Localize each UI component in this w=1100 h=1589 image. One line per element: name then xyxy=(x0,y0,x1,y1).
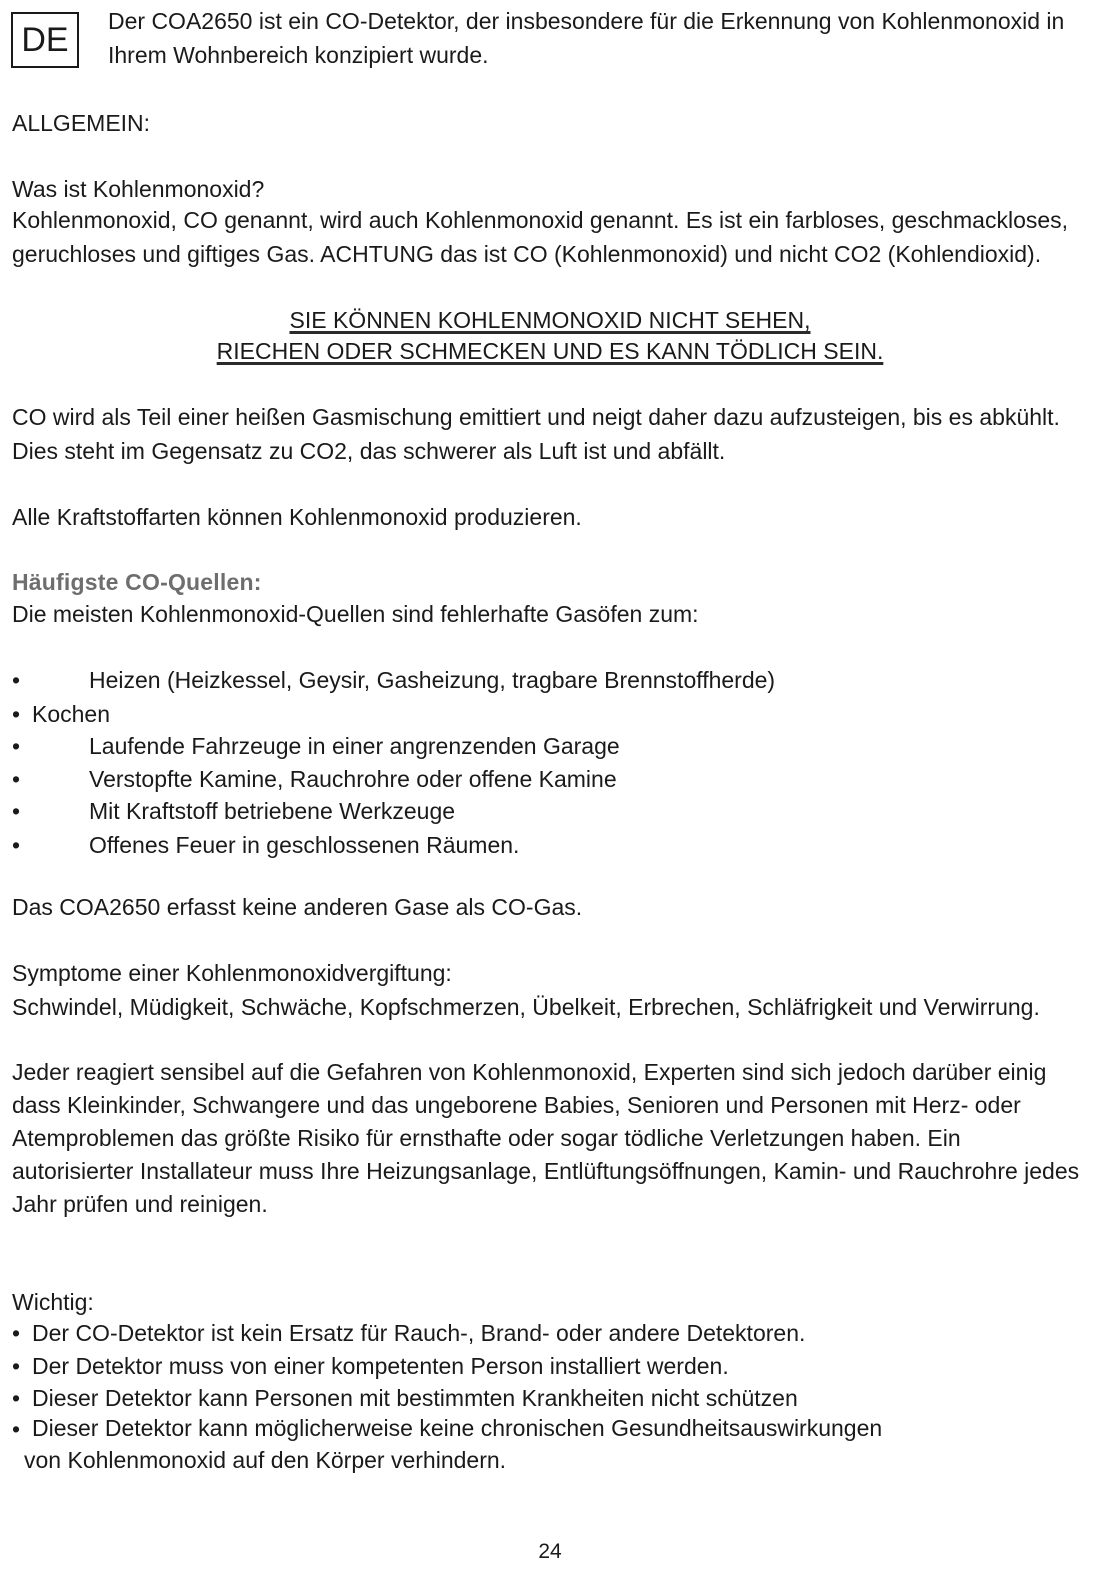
sources-intro: Die meisten Kohlenmonoxid-Quellen sind fehlerhafte Gasöfen zum: xyxy=(12,601,699,627)
bullet-glyph: • xyxy=(12,1320,21,1346)
list-item: Offenes Feuer in geschlossenen Räumen. xyxy=(89,832,520,858)
warning-line-2: RIECHEN ODER SCHMECKEN UND ES KANN TÖDLICH SEIN. xyxy=(216,338,884,364)
risk-groups-paragraph: Jeder reagiert sensibel auf die Gefahren von Kohlenmonoxid, Experten sind sich jedoch darüber einig dass Kleinkinder, Schwangere und das ungeborene Babies, Senioren und Personen mit Herz- oder Atemproblemen das größte Risiko für ernsthafte oder sogar tödliche Verletzungen haben. Ein autorisierter Installateur muss Ihre Heizungsanlage, Entlüftungsöffnungen, Kamin- und Rauchrohre jedes Jahr prüfen und reinigen. xyxy=(12,1059,1080,1217)
language-badge: DE xyxy=(11,12,79,68)
co-rises-paragraph: CO wird als Teil einer heißen Gasmischung emittiert und neigt daher dazu aufzusteigen, bis es abkühlt. Dies steht im Gegensatz zu CO2, das schwerer als Luft ist und abfällt. xyxy=(12,404,1060,464)
general-heading: ALLGEMEIN: xyxy=(12,110,151,136)
bullet-glyph: • xyxy=(12,701,21,727)
list-item: Dieser Detektor kann möglicherweise keine chronischen Gesundheitsauswirkungen von Kohlenmonoxid auf den Körper verhindern. xyxy=(24,1415,883,1473)
all-fuels-paragraph: Alle Kraftstoffarten können Kohlenmonoxid produzieren. xyxy=(12,504,582,530)
what-is-answer: Kohlenmonoxid, CO genannt, wird auch Kohlenmonoxid genannt. Es ist ein farbloses, geschmackloses, geruchloses und giftiges Gas. ACHTUNG das ist CO (Kohlenmonoxid) und nicht CO2 (Kohlendioxid). xyxy=(12,207,1069,267)
bullet-glyph: • xyxy=(12,733,21,759)
what-is-question: Was ist Kohlenmonoxid? xyxy=(12,176,265,202)
page-number: 24 xyxy=(538,1540,562,1563)
bullet-glyph: • xyxy=(12,1385,21,1411)
bullet-glyph: • xyxy=(12,798,21,824)
intro-paragraph: Der COA2650 ist ein CO-Detektor, der insbesondere für die Erkennung von Kohlenmonoxid in Ihrem Wohnbereich konzipiert wurde. xyxy=(108,8,1065,68)
bullet-glyph: • xyxy=(12,766,21,792)
symptoms-text: Schwindel, Müdigkeit, Schwäche, Kopfschmerzen, Übelkeit, Erbrechen, Schläfrigkeit und Verwirrung. xyxy=(12,994,1040,1020)
no-other-gases: Das COA2650 erfasst keine anderen Gase als CO-Gas. xyxy=(12,894,583,920)
bullet-glyph: • xyxy=(12,667,21,693)
symptoms-heading: Symptome einer Kohlenmonoxidvergiftung: xyxy=(12,960,452,986)
bullet-glyph: • xyxy=(12,832,21,858)
list-item: Mit Kraftstoff betriebene Werkzeuge xyxy=(89,798,456,824)
list-item: Der CO-Detektor ist kein Ersatz für Rauch-, Brand- oder andere Detektoren. xyxy=(32,1320,806,1346)
bullet-glyph: • xyxy=(12,1416,21,1442)
list-item: Kochen xyxy=(32,701,111,727)
list-item: Verstopfte Kamine, Rauchrohre oder offene Kamine xyxy=(89,766,617,792)
list-item: Dieser Detektor kann Personen mit bestimmten Krankheiten nicht schützen xyxy=(32,1385,798,1411)
bullet-glyph: • xyxy=(12,1353,21,1379)
warning-line-1: SIE KÖNNEN KOHLENMONOXID NICHT SEHEN, xyxy=(289,307,811,333)
list-item: Heizen (Heizkessel, Geysir, Gasheizung, tragbare Brennstoffherde) xyxy=(89,667,776,693)
list-item: Der Detektor muss von einer kompetenten Person installiert werden. xyxy=(32,1353,729,1379)
list-item: Laufende Fahrzeuge in einer angrenzenden Garage xyxy=(89,733,620,759)
important-heading: Wichtig: xyxy=(12,1289,94,1315)
sources-heading: Häufigste CO-Quellen: xyxy=(12,569,262,595)
